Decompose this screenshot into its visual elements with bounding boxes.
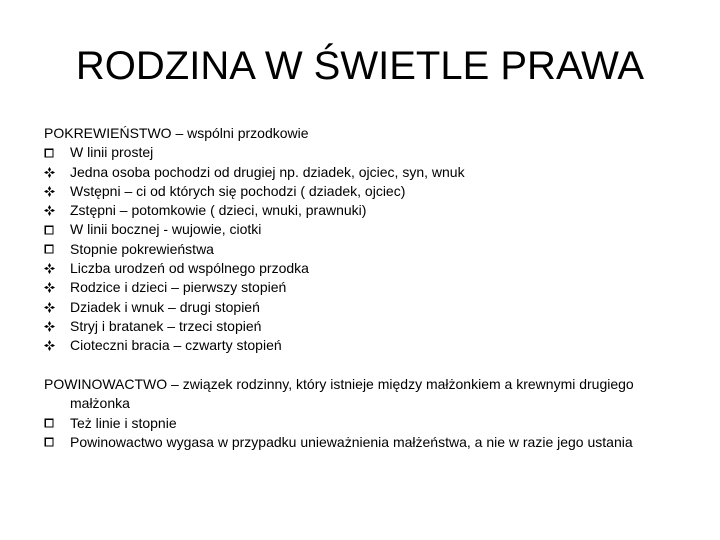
section-heading: POWINOWACTWO – związek rodzinny, który istnieje między małżonkiem a krewnymi drugiego małżonka	[44, 376, 634, 412]
square-bullet-icon	[44, 240, 62, 259]
list-item-text: Liczba urodzeń od wspólnego przodka	[70, 260, 309, 277]
square-bullet-icon	[44, 220, 62, 239]
list-item-text: W linii prostej	[70, 144, 154, 161]
list-item-text: Dziadek i wnuk – drugi stopień	[70, 298, 260, 315]
list-item	[44, 317, 684, 336]
bullet-list	[44, 414, 684, 453]
list-item	[44, 278, 684, 297]
slide-title: RODZINA W ŚWIETLE PRAWA	[75, 44, 645, 88]
list-item-text: Cioteczni bracia – czwarty stopień	[70, 337, 282, 354]
diamond-bullet-icon	[44, 298, 62, 317]
square-bullet-icon	[44, 433, 62, 452]
list-item	[44, 220, 684, 239]
list-item	[44, 433, 684, 452]
list-item	[44, 163, 684, 182]
list-item	[44, 298, 684, 317]
square-bullet-icon	[44, 414, 62, 433]
square-bullet-icon	[44, 143, 62, 162]
list-item-text: Zstępni – potomkowie ( dzieci, wnuki, prawnuki)	[70, 202, 367, 219]
list-item	[44, 259, 684, 278]
list-item-text: Powinowactwo wygasa w przypadku unieważnienia małżeństwa, a nie w razie jego ustania	[70, 433, 633, 450]
list-item-text: Stopnie pokrewieństwa	[70, 240, 214, 257]
list-item-text: Rodzice i dzieci – pierwszy stopień	[70, 279, 287, 296]
list-item-text: Wstępni – ci od których się pochodzi ( dziadek, ojciec)	[70, 182, 406, 199]
list-item	[44, 414, 684, 433]
section-powinowactwo	[44, 375, 684, 452]
section-pokrewienstwo	[44, 124, 684, 356]
list-item	[44, 143, 684, 162]
diamond-bullet-icon	[44, 278, 62, 297]
list-item	[44, 336, 684, 355]
list-item-text: Stryj i bratanek – trzeci stopień	[70, 317, 262, 334]
bullet-list	[44, 143, 684, 355]
list-item	[44, 240, 684, 259]
diamond-bullet-icon	[44, 317, 62, 336]
diamond-bullet-icon	[44, 182, 62, 201]
diamond-bullet-icon	[44, 201, 62, 220]
list-item-text: Jedna osoba pochodzi od drugiej np. dziadek, ojciec, syn, wnuk	[70, 163, 465, 180]
list-item	[44, 201, 684, 220]
list-item-text: W linii bocznej - wujowie, ciotki	[70, 221, 262, 238]
list-item-text: Też linie i stopnie	[70, 414, 177, 431]
section-heading: POKREWIEŃSTWO – wspólni przodkowie	[44, 125, 309, 141]
diamond-bullet-icon	[44, 336, 62, 355]
diamond-bullet-icon	[44, 163, 62, 182]
diamond-bullet-icon	[44, 259, 62, 278]
list-item	[44, 182, 684, 201]
